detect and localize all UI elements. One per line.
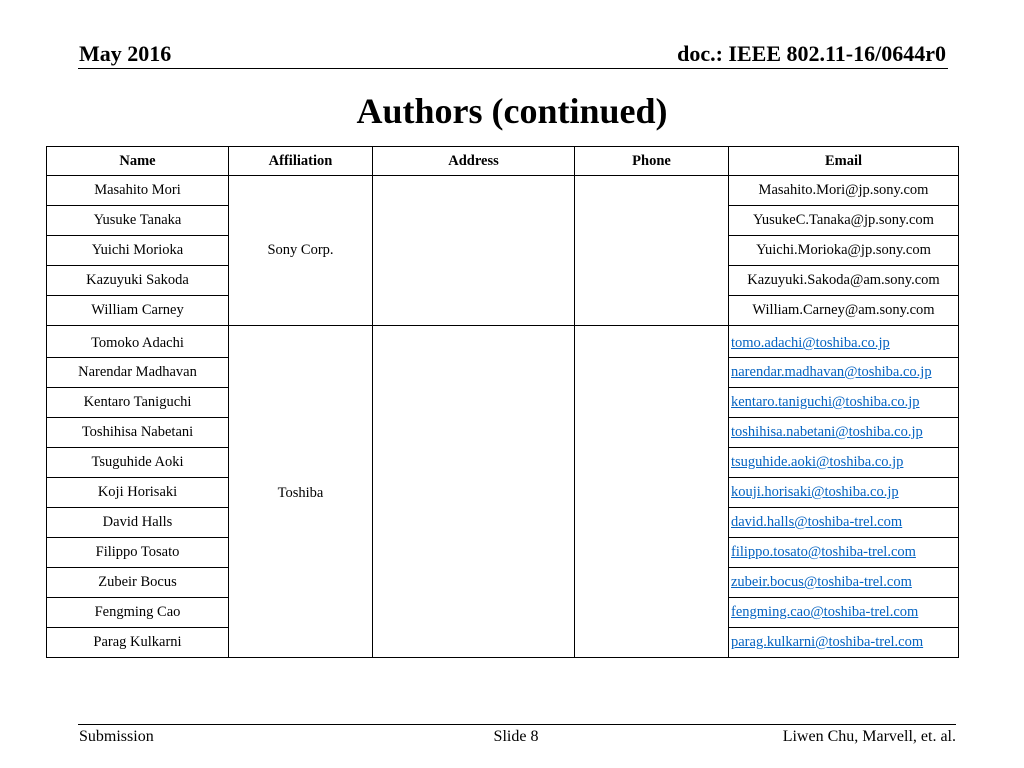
- author-name: Tomoko Adachi: [47, 326, 229, 358]
- email-cell: YusukeC.Tanaka@jp.sony.com: [729, 206, 959, 236]
- email-cell: [729, 568, 959, 598]
- table-row: [47, 176, 959, 206]
- column-header-address: Address: [373, 147, 575, 176]
- author-name: Kentaro Taniguchi: [47, 388, 229, 418]
- email-cell: [729, 508, 959, 538]
- email-link[interactable]: filippo.tosato@toshiba-trel.com: [731, 544, 916, 560]
- slide-title: Authors (continued): [356, 91, 668, 131]
- column-header-affiliation: Affiliation: [229, 147, 373, 176]
- author-name: Narendar Madhavan: [47, 358, 229, 388]
- authors-table: [46, 146, 959, 658]
- table-header-row: [47, 147, 959, 176]
- email-link[interactable]: tsuguhide.aoki@toshiba.co.jp: [731, 454, 904, 470]
- footer-divider: [78, 724, 956, 725]
- phone-cell: [575, 326, 729, 658]
- column-header-email: Email: [729, 147, 959, 176]
- footer-submission: Submission: [79, 728, 154, 745]
- email-link[interactable]: david.halls@toshiba-trel.com: [731, 514, 903, 530]
- email-cell: [729, 358, 959, 388]
- email-link[interactable]: zubeir.bocus@toshiba-trel.com: [731, 574, 912, 590]
- email-link[interactable]: tomo.adachi@toshiba.co.jp: [731, 335, 890, 351]
- header-date: May 2016: [79, 41, 172, 66]
- footer-slide-number: Slide 8: [493, 728, 539, 745]
- email-cell: William.Carney@am.sony.com: [729, 296, 959, 326]
- phone-cell: [575, 176, 729, 326]
- author-name: Parag Kulkarni: [47, 628, 229, 658]
- table-body: [47, 176, 959, 658]
- author-name: Zubeir Bocus: [47, 568, 229, 598]
- email-link[interactable]: fengming.cao@toshiba-trel.com: [731, 604, 919, 620]
- author-name: Tsuguhide Aoki: [47, 448, 229, 478]
- author-name: Yusuke Tanaka: [47, 206, 229, 236]
- author-name: Filippo Tosato: [47, 538, 229, 568]
- author-name: Koji Horisaki: [47, 478, 229, 508]
- email-link[interactable]: kentaro.taniguchi@toshiba.co.jp: [731, 394, 920, 410]
- email-cell: [729, 478, 959, 508]
- address-cell: [373, 176, 575, 326]
- author-name: Masahito Mori: [47, 176, 229, 206]
- email-cell: [729, 598, 959, 628]
- author-name: Toshihisa Nabetani: [47, 418, 229, 448]
- header-divider: [78, 68, 948, 69]
- footer-authors: Liwen Chu, Marvell, et. al.: [782, 728, 956, 745]
- affiliation-cell: Sony Corp.: [229, 176, 373, 326]
- table-row: [47, 326, 959, 358]
- address-cell: [373, 326, 575, 658]
- email-cell: [729, 388, 959, 418]
- email-cell: Kazuyuki.Sakoda@am.sony.com: [729, 266, 959, 296]
- email-link[interactable]: parag.kulkarni@toshiba-trel.com: [731, 634, 924, 650]
- author-name: Fengming Cao: [47, 598, 229, 628]
- author-name: David Halls: [47, 508, 229, 538]
- column-header-phone: Phone: [575, 147, 729, 176]
- email-cell: Yuichi.Morioka@jp.sony.com: [729, 236, 959, 266]
- author-name: Yuichi Morioka: [47, 236, 229, 266]
- email-cell: [729, 538, 959, 568]
- email-link[interactable]: kouji.horisaki@toshiba.co.jp: [731, 484, 899, 500]
- email-cell: Masahito.Mori@jp.sony.com: [729, 176, 959, 206]
- email-link[interactable]: narendar.madhavan@toshiba.co.jp: [731, 364, 932, 380]
- email-cell: [729, 448, 959, 478]
- email-cell: [729, 418, 959, 448]
- email-link[interactable]: toshihisa.nabetani@toshiba.co.jp: [731, 424, 923, 440]
- author-name: William Carney: [47, 296, 229, 326]
- email-cell: [729, 326, 959, 358]
- column-header-name: Name: [47, 147, 229, 176]
- email-cell: [729, 628, 959, 658]
- header-doc-id: doc.: IEEE 802.11-16/0644r0: [677, 41, 946, 66]
- affiliation-cell: Toshiba: [229, 326, 373, 658]
- author-name: Kazuyuki Sakoda: [47, 266, 229, 296]
